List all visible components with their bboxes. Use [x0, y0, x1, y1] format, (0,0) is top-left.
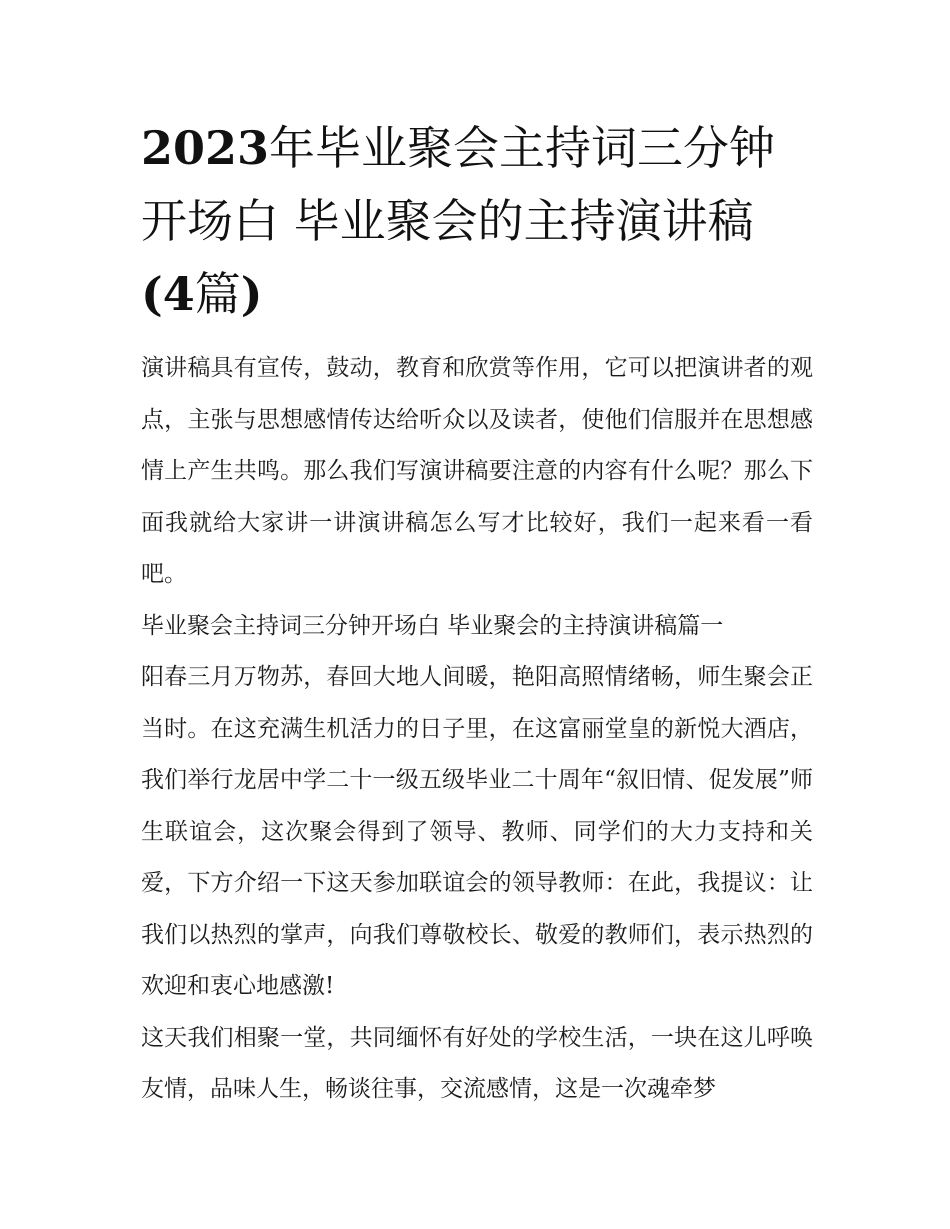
title-line-2: 开场白 毕业聚会的主持演讲稿: [141, 194, 754, 248]
title-count: 4: [162, 267, 195, 321]
title-paren-open: (: [141, 267, 163, 321]
intro-paragraph: 演讲稿具有宣传，鼓动，教育和欣赏等作用，它可以把演讲者的观点，主张与思想感情传达给听众以及读者，使他们信服并在思想感情上产生共鸣。那么我们写演讲稿要注意的内容有什么呢？那么下面我就给大家讲一讲演讲稿怎么写才比较好，我们一起来看一看吧。: [141, 355, 813, 587]
document-title: [141, 112, 813, 331]
title-line-1-text: 年毕业聚会主持词三分钟: [269, 121, 776, 175]
title-line-1: [141, 112, 813, 185]
document-content: [141, 112, 813, 1116]
title-count-unit: 篇: [194, 267, 241, 321]
body-paragraph-2: 这天我们相聚一堂，共同缅怀有好处的学校生活，一块在这儿呼唤友情，品味人生，畅谈往事，交流感情，这是一次魂牵梦: [141, 1024, 813, 1102]
document-body: [141, 343, 813, 1116]
title-line-3: [141, 258, 813, 331]
body-paragraph-1: 阳春三月万物苏，春回大地人间暖，艳阳高照情绪畅，师生聚会正当时。在这充满生机活力的日子里，在这富丽堂皇的新悦大酒店，我们举行龙居中学二十一级五级毕业二十周年“叙旧情、促发展”师生联谊会，这次聚会得到了领导、教师、同学们的大力支持和关爱，下方介绍一下这天参加联谊会的领导教师：在此，我提议：让我们以热烈的掌声，向我们尊敬校长、敬爱的教师们，表示热烈的欢迎和衷心地感激!: [141, 664, 813, 999]
title-paren-close: ): [240, 267, 263, 321]
section-heading: 毕业聚会主持词三分钟开场白 毕业聚会的主持演讲稿篇一: [141, 612, 724, 639]
title-year: 2023: [141, 121, 270, 175]
